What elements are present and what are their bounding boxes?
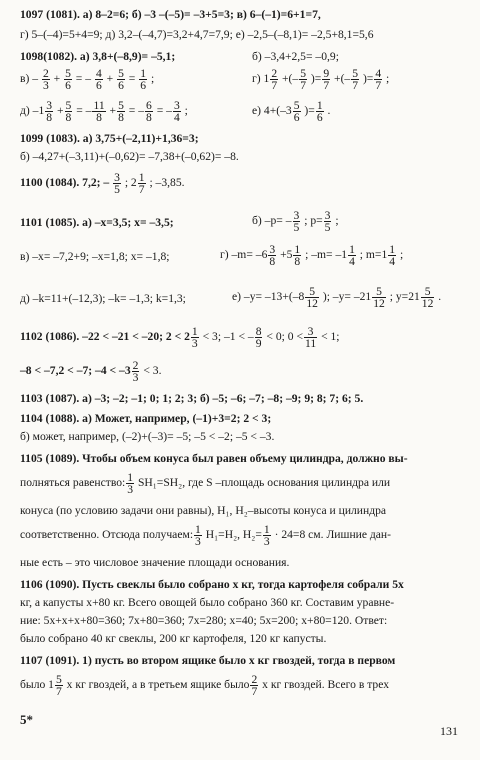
solution-1106-line-2: кг, а капусты x+80 кг. Всего овощей было собрано 360 кг. Составим уравне-	[20, 596, 395, 609]
solution-1105-line-1: 1105 (1089). Чтобы объем конуса был равен объему цилиндра, должно вы-	[20, 452, 408, 465]
fraction: $\frac{2}{7}$	[251, 673, 258, 698]
fraction: $\frac{9}{7}$	[323, 67, 330, 92]
signature-mark: 5*	[20, 712, 33, 727]
solution-1105-line-5: ные есть – это числовое значение площади основания.	[20, 556, 290, 569]
solution-1098-e: е) 4+(–3 $\frac{5}{6}$ )= $\frac{1}{6}$ .	[252, 99, 331, 124]
solution-1101-d: д) –k=11+(–12,3); –k= –1,3; k=1,3;	[20, 292, 186, 305]
solution-1101-v: в) –x= –7,2+9; –x=1,8; x= –1,8;	[20, 250, 170, 263]
fraction: $\frac{5}{6}$	[118, 67, 124, 92]
fraction: $\frac{4}{7}$	[375, 67, 382, 92]
fraction: $\frac{5}{7}$	[55, 673, 62, 698]
fraction: $\frac{5}{6}$	[65, 67, 71, 92]
fraction: $\frac{1}{8}$	[294, 243, 301, 268]
solution-1101-b: б) –p= – $\frac{3}{5}$ ; p= $\frac{3}{5}$ ;	[252, 209, 339, 234]
fraction: $\frac{5}{8}$	[118, 99, 124, 124]
fraction: $\frac{1}{3}$	[191, 325, 198, 350]
solution-1098-g: г) 1 $\frac{2}{7}$ +(– $\frac{5}{7}$ )= $\frac{9}{7}$ +(– $\frac{5}{7}$ )= $\frac{4}{7}$ ;	[252, 67, 390, 92]
fraction: $\frac{6}{8}$	[146, 99, 152, 124]
solution-1097-line-1: 1097 (1081). а) 8–2=6; б) –3 –(–5)= –3+5=3; в) 6–(–1)=6+1=7,	[20, 8, 321, 21]
fraction: $\frac{3}{5}$	[114, 171, 120, 196]
fraction: $\frac{4}{6}$	[95, 67, 102, 92]
solution-1104-b: б) может, например, (–2)+(–3)= –5; –5 < –2; –5 < –3.	[20, 430, 275, 443]
fraction: $\frac{3}{8}$	[269, 243, 276, 268]
solution-1097-line-2: г) 5–(–4)=5+4=9; д) 3,2–(–4,7)=3,2+4,7=7,9; е) –2,5–(–8,1)= –2,5+8,1=5,6	[20, 28, 374, 41]
fraction: $\frac{5}{12}$	[373, 285, 385, 310]
solution-1098-a: 1098(1082). а) 3,8+(–8,9)= –5,1;	[20, 50, 176, 63]
solution-1105-line-4: соответственно. Отсюда получаем: $\frac{1}{3}$ H₁=H₂, H₂= $\frac{1}{3}$ · 24=8 см. Лишние дан-	[20, 523, 392, 548]
fraction: $\frac{2}{3}$	[132, 359, 139, 384]
fraction: $\frac{3}{11}$	[304, 325, 317, 350]
solution-1103: 1103 (1087). а) –3; –2; –1; 0; 1; 2; 3; б) –5; –6; –7; –8; –9; 9; 8; 7; 6; 5.	[20, 392, 364, 405]
solution-1106-line-1: 1106 (1090). Пусть свеклы было собрано x кг, тогда картофеля собрали 5x	[20, 578, 404, 591]
solution-1098-v: в) – $\frac{2}{3}$ + $\frac{5}{6}$ = – $\frac{4}{6}$ + $\frac{5}{6}$ = $\frac{1}{6}$ ;	[20, 67, 155, 92]
fraction: $\frac{1}{3}$	[263, 523, 270, 548]
solution-1106-line-4: было собрано 40 кг свеклы, 200 кг картофеля, 120 кг капусты.	[20, 632, 327, 645]
fraction: $\frac{3}{5}$	[293, 209, 300, 234]
solution-1098-d: д) –1 $\frac{3}{8}$ + $\frac{5}{8}$ = – $\frac{11}{8}$ + $\frac{5}{8}$ = – $\frac{6}{8}$ = – $\frac{3}{4}$ ;	[20, 99, 188, 124]
fraction: $\frac{5}{7}$	[300, 67, 307, 92]
solution-1101-g: г) –m= –6 $\frac{3}{8}$ +5 $\frac{1}{8}$ ; –m= –1 $\frac{1}{4}$ ; m=1 $\frac{1}{4}$ ;	[220, 243, 404, 268]
solution-1102-line-2: –8 < –7,2 < –7; –4 < –3 $\frac{2}{3}$ < 3.	[20, 359, 162, 384]
solution-1105-line-3: конуса (по условию задачи они равны), H₁, H₂–высоты конуса и цилиндра	[20, 504, 387, 517]
solution-1101-e: е) –y= –13+(–8 $\frac{5}{12}$ ); –y= –21 $\frac{5}{12}$ ; y=21 $\frac{5}{12}$ .	[232, 285, 442, 310]
fraction: $\frac{8}{9}$	[255, 325, 262, 350]
fraction: $\frac{5}{12}$	[306, 285, 318, 310]
fraction: $\frac{1}{6}$	[316, 99, 323, 124]
fraction: $\frac{1}{4}$	[389, 243, 396, 268]
solution-1105-line-2: полняться равенство: $\frac{1}{3}$ SH₁=SH₂, где S –площадь основания цилиндра или	[20, 471, 391, 496]
fraction: $\frac{3}{4}$	[173, 99, 180, 124]
fraction: $\frac{2}{3}$	[42, 67, 49, 92]
solution-1101-a: 1101 (1085). а) –x=3,5; x= –3,5;	[20, 216, 174, 229]
solution-1099-b: б) –4,27+(–3,11)+(–0,62)= –7,38+(–0,62)= –8.	[20, 150, 239, 163]
fraction: $\frac{5}{7}$	[352, 67, 359, 92]
fraction: $\frac{1}{6}$	[140, 67, 147, 92]
fraction: $\frac{1}{7}$	[138, 171, 145, 196]
fraction: $\frac{1}{3}$	[127, 471, 134, 496]
fraction: $\frac{11}{8}$	[93, 99, 105, 124]
solution-1098-b: б) –3,4+2,5= –0,9;	[252, 50, 339, 63]
solution-1102-line-1: 1102 (1086). –22 < –21 < –20; 2 < 2 $\frac{1}{3}$ < 3; –1 < – $\frac{8}{9}$ < 0; 0 < $\frac{3}{11}$ < 1;	[20, 325, 340, 350]
solution-1099-a: 1099 (1083). а) 3,75+(–2,11)+1,36=3;	[20, 132, 199, 145]
fraction: $\frac{5}{6}$	[293, 99, 300, 124]
fraction: $\frac{3}{8}$	[46, 99, 53, 124]
solution-1107-line-1: 1107 (1091). 1) пусть во втором ящике было x кг гвоздей, тогда в первом	[20, 654, 396, 667]
fraction: $\frac{1}{3}$	[195, 523, 201, 548]
fraction: $\frac{2}{7}$	[271, 67, 278, 92]
fraction: $\frac{1}{4}$	[349, 243, 355, 268]
solution-1107-line-2: было 1 $\frac{5}{7}$ x кг гвоздей, а в третьем ящике было $\frac{2}{7}$ x кг гвоздей. Всего в трех	[20, 673, 389, 698]
solution-1106-line-3: ние: 5x+x+x+80=360; 7x+80=360; 7x=280; x=40; 5x=200; x+80=120. Ответ:	[20, 614, 388, 627]
solution-1104-a: 1104 (1088). а) Может, например, (–1)+3=2; 2 < 3;	[20, 412, 272, 425]
page-number: 131	[440, 724, 458, 738]
fraction: $\frac{5}{12}$	[421, 285, 434, 310]
fraction: $\frac{3}{5}$	[324, 209, 331, 234]
solution-1100: 1100 (1084). 7,2; – $\frac{3}{5}$ ; 2 $\frac{1}{7}$ ; –3,85.	[20, 171, 185, 196]
fraction: $\frac{5}{8}$	[65, 99, 72, 124]
